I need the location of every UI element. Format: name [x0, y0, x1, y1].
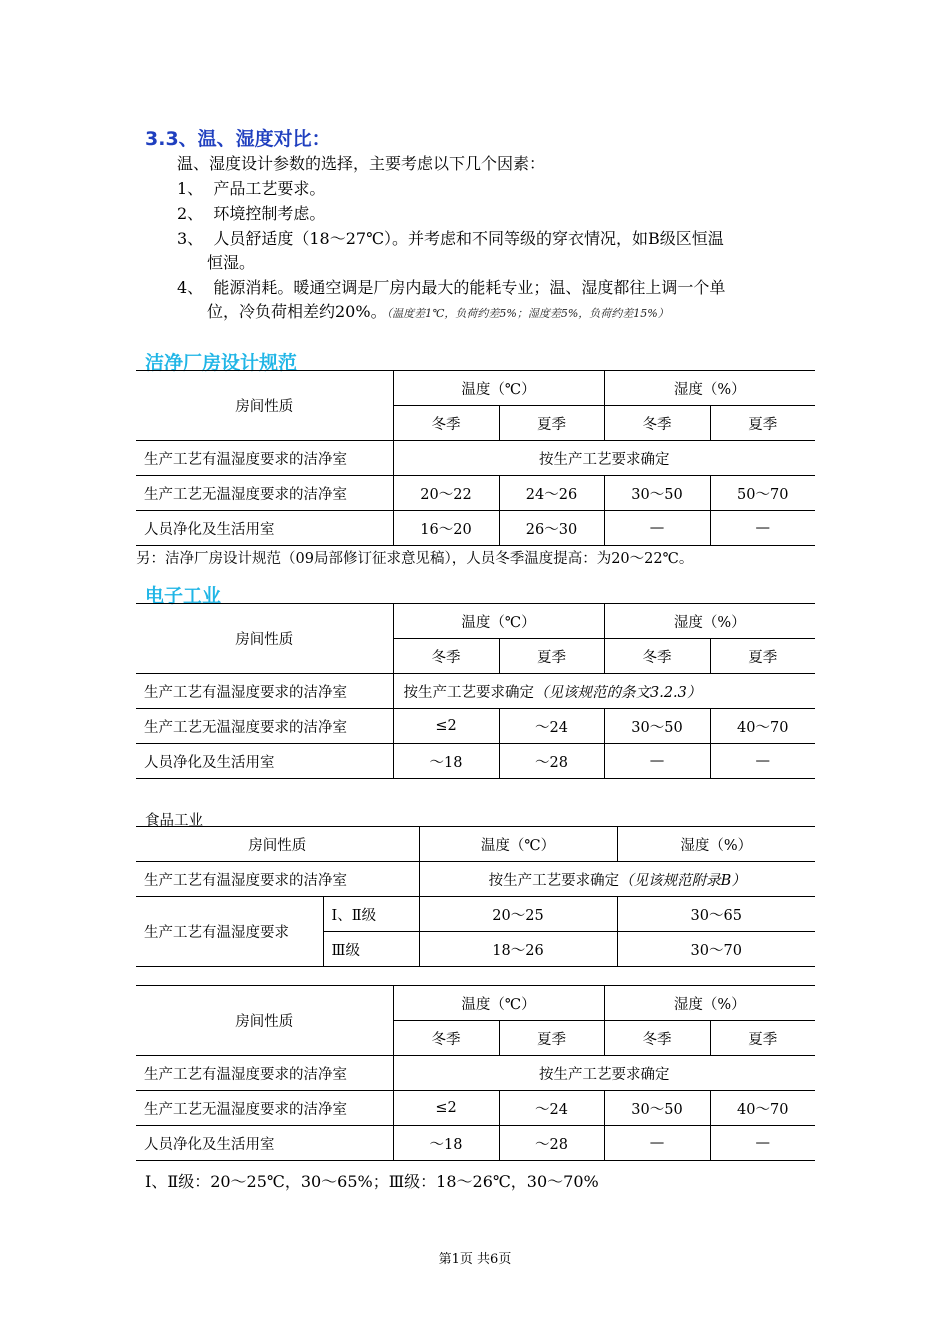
header-humidity: 湿度（%）: [604, 604, 815, 639]
room-cell: 生产工艺有温湿度要求的洁净室: [136, 441, 393, 476]
room-cell: 生产工艺无温湿度要求的洁净室: [136, 709, 393, 744]
table-row: [136, 1091, 815, 1126]
room-cell: 生产工艺无温湿度要求的洁净室: [136, 1091, 393, 1126]
value-cell: 40～70: [710, 1091, 815, 1126]
table-title: 洁净厂房设计规范: [145, 352, 298, 374]
header-room: 房间性质: [136, 827, 419, 862]
merged-cell: [393, 674, 815, 709]
table-row: [136, 862, 815, 897]
clause-note: （见该规范的条文3.2.3）: [534, 684, 702, 701]
table-row: [136, 1056, 815, 1091]
list-item-number: 4、: [177, 278, 204, 297]
table-row: [136, 511, 815, 546]
merged-cell: 按生产工艺要求确定: [393, 441, 815, 476]
value-cell: ≤2: [393, 709, 499, 744]
value-cell: 20～22: [393, 476, 499, 511]
level-summary-note: Ⅰ、Ⅱ级：20～25℃，30～65%；Ⅲ级：18～26℃，30～70%: [145, 1172, 599, 1191]
table-row: [136, 897, 815, 932]
value-cell: ～28: [499, 744, 604, 779]
table-row: [136, 709, 815, 744]
list-item-continuation-text: 位，冷负荷相差约20%。: [207, 302, 387, 321]
room-cell: 生产工艺有温湿度要求的洁净室: [136, 674, 393, 709]
list-item-number: 1、: [177, 179, 204, 198]
room-cell: 人员净化及生活用室: [136, 1126, 393, 1161]
room-cell: 生产工艺无温湿度要求的洁净室: [136, 476, 393, 511]
room-cell: 人员净化及生活用室: [136, 511, 393, 546]
value-cell: —: [604, 1126, 710, 1161]
value-cell: 30～65: [617, 897, 815, 932]
value-cell: ～24: [499, 709, 604, 744]
header-summer: 夏季: [499, 639, 604, 674]
room-cell: 生产工艺有温湿度要求的洁净室: [136, 862, 419, 897]
header-winter: 冬季: [604, 639, 710, 674]
header-humidity: 湿度（%）: [604, 986, 815, 1021]
header-temperature: 温度（℃）: [419, 827, 617, 862]
list-item-continuation: 恒湿。: [207, 253, 256, 272]
table-title: 食品工业: [145, 813, 203, 829]
list-item-number: 2、: [177, 204, 204, 223]
header-winter: 冬季: [393, 1021, 499, 1056]
header-summer: 夏季: [710, 639, 815, 674]
electronics-table: [136, 603, 815, 779]
header-summer: 夏季: [710, 1021, 815, 1056]
clean-room-spec-table: [136, 370, 815, 546]
value-cell: 30～50: [604, 476, 710, 511]
level-cell: Ⅰ、Ⅱ级: [323, 897, 419, 932]
header-room: 房间性质: [136, 604, 393, 674]
value-cell: 30～50: [604, 1091, 710, 1126]
value-cell: —: [710, 511, 815, 546]
header-summer: 夏季: [499, 406, 604, 441]
table-row: [136, 476, 815, 511]
value-cell: ～18: [393, 1126, 499, 1161]
value-cell: 16～20: [393, 511, 499, 546]
table-row: [136, 744, 815, 779]
header-winter: 冬季: [393, 406, 499, 441]
appendix-note: （见该规范附录B）: [619, 872, 746, 889]
list-item: [177, 227, 724, 251]
value-cell: 30～50: [604, 709, 710, 744]
header-temperature: 温度（℃）: [393, 986, 604, 1021]
value-cell: 18～26: [419, 932, 617, 967]
list-item: [177, 276, 725, 300]
value-cell: 40～70: [710, 709, 815, 744]
room-cell: 生产工艺有温湿度要求: [136, 897, 323, 967]
list-item-continuation: [207, 300, 669, 326]
value-cell: —: [710, 1126, 815, 1161]
header-humidity: 湿度（%）: [617, 827, 815, 862]
value-cell: 24～26: [499, 476, 604, 511]
value-cell: 50～70: [710, 476, 815, 511]
value-cell: 30～70: [617, 932, 815, 967]
room-cell: 生产工艺有温湿度要求的洁净室: [136, 1056, 393, 1091]
list-item-text: 产品工艺要求。: [213, 179, 326, 198]
merged-cell: 按生产工艺要求确定: [393, 1056, 815, 1091]
value-cell: ≤2: [393, 1091, 499, 1126]
table-row: [136, 441, 815, 476]
value-cell: —: [604, 744, 710, 779]
comparison-table: [136, 985, 815, 1161]
merged-cell: [419, 862, 815, 897]
header-room: 房间性质: [136, 371, 393, 441]
header-summer: 夏季: [499, 1021, 604, 1056]
value-cell: 26～30: [499, 511, 604, 546]
table-note: 另：洁净厂房设计规范（09局部修订征求意见稿），人员冬季温度提高：为20～22℃。: [136, 551, 694, 567]
header-temperature: 温度（℃）: [393, 371, 604, 406]
value-cell: ～18: [393, 744, 499, 779]
header-winter: 冬季: [393, 639, 499, 674]
header-summer: 夏季: [710, 406, 815, 441]
table-title: 电子工业: [145, 585, 222, 607]
value-cell: 20～25: [419, 897, 617, 932]
value-cell: —: [604, 511, 710, 546]
merged-cell-text: 按生产工艺要求确定: [403, 684, 534, 701]
header-winter: 冬季: [604, 406, 710, 441]
list-item-text: 人员舒适度（18～27℃）。并考虑和不同等级的穿衣情况，如B级区恒温: [213, 229, 724, 248]
room-cell: 人员净化及生活用室: [136, 744, 393, 779]
value-cell: ～24: [499, 1091, 604, 1126]
merged-cell-text: 按生产工艺要求确定: [488, 872, 620, 889]
section-heading: 3.3、温、湿度对比：: [145, 128, 331, 150]
header-room: 房间性质: [136, 986, 393, 1056]
table-row: [136, 1126, 815, 1161]
header-humidity: 湿度（%）: [604, 371, 815, 406]
value-cell: —: [710, 744, 815, 779]
list-item-text: 能源消耗。暖通空调是厂房内最大的能耗专业；温、湿度都往上调一个单: [213, 278, 726, 297]
list-item: [177, 177, 325, 201]
list-item-text: 环境控制考虑。: [213, 204, 326, 223]
header-winter: 冬季: [604, 1021, 710, 1056]
level-cell: Ⅲ级: [323, 932, 419, 967]
header-temperature: 温度（℃）: [393, 604, 604, 639]
food-industry-table: [136, 826, 815, 967]
table-row: [136, 674, 815, 709]
intro-text: 温、湿度设计参数的选择，主要考虑以下几个因素：: [177, 154, 546, 173]
value-cell: ～28: [499, 1126, 604, 1161]
list-item-number: 3、: [177, 229, 204, 248]
load-note: （温度差1℃，负荷约差5%；湿度差5%，负荷约差15%）: [386, 307, 669, 320]
list-item: [177, 202, 325, 226]
page-footer: 第1页 共6页: [438, 1252, 512, 1267]
